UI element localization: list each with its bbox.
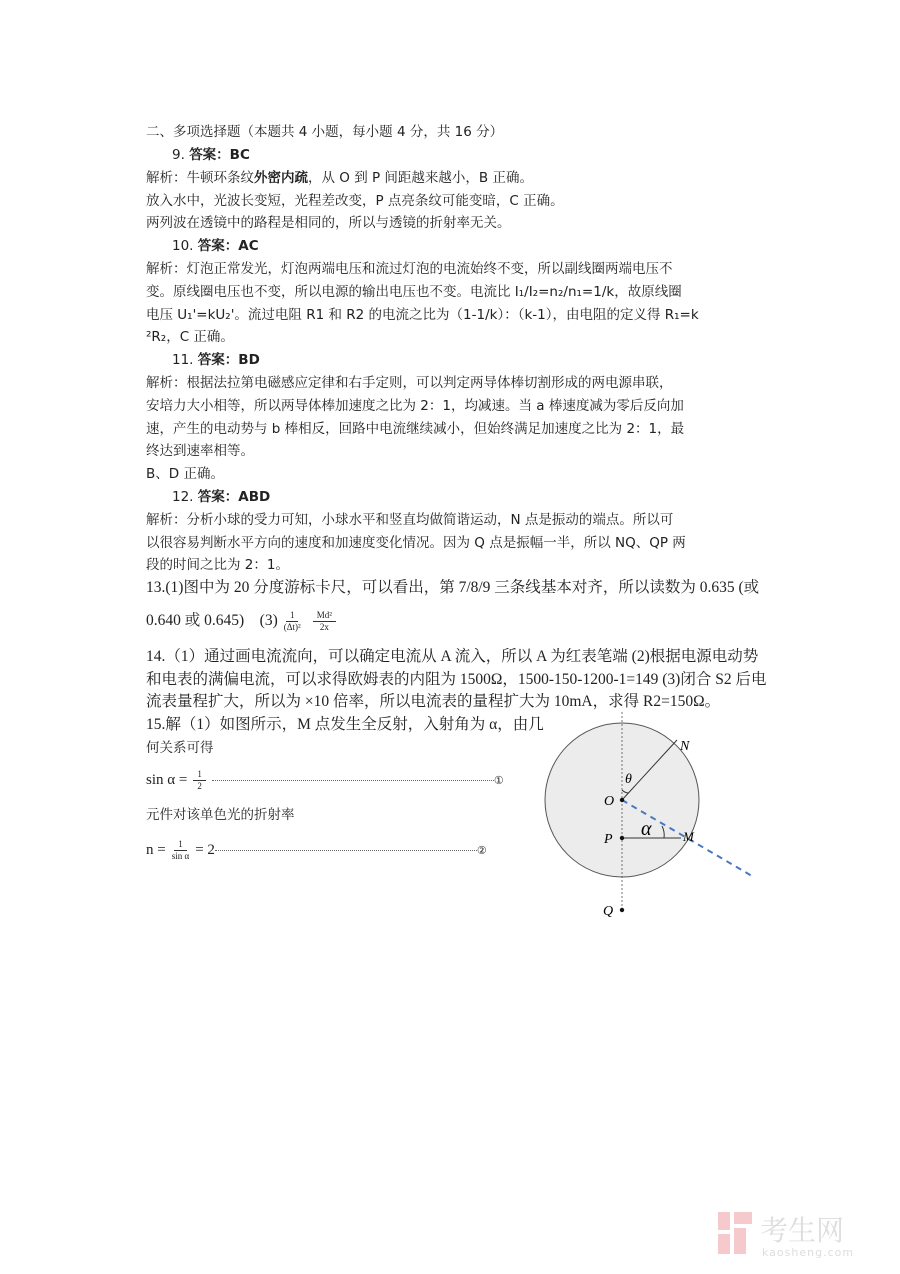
- q11-line4: 终达到速率相等。: [146, 443, 254, 459]
- q15-line1: 15.解（1）如图所示，M 点发生全反射，入射角为 α，由几: [146, 716, 544, 733]
- denominator: sin α: [171, 851, 190, 862]
- q9-answer: 答案：BC: [189, 147, 250, 163]
- q11-line5: B、D 正确。: [146, 466, 224, 482]
- numerator: Md²: [313, 610, 336, 622]
- point-O: [620, 798, 624, 802]
- eq2-lhs: n =: [146, 842, 166, 858]
- q11-number: 11.: [172, 352, 194, 368]
- q14-line3: 流表量程扩大，所以为 ×10 倍率，所以电流表的量程扩大为 10mA，求得 R2=150Ω。: [146, 693, 721, 710]
- q9-number: 9.: [172, 147, 185, 163]
- point-Q: [620, 908, 624, 912]
- q10-line3: 电压 U₁'=kU₂'。流过电阻 R1 和 R2 的电流之比为（1-1/k）：（k-1），由电阻的定义得 R₁=k: [146, 307, 699, 323]
- q15-line3: 元件对该单色光的折射率: [146, 807, 295, 823]
- eq1-mark: ①: [493, 775, 504, 787]
- q11-line3: 速，产生的电动势与 b 棒相反，回路中电流继续减小，但始终满足加速度之比为 2：1，最: [146, 421, 685, 437]
- q10-line2: 变。原线圈电压也不变，所以电源的输出电压也不变。电流比 I₁/I₂=n₂/n₁=1/k，故原线圈: [146, 284, 682, 300]
- eq2-mark: ②: [476, 845, 487, 857]
- eq1-lhs: sin α =: [146, 772, 188, 788]
- label-N: N: [680, 739, 690, 754]
- q11-answer: 答案：BD: [197, 352, 260, 368]
- q9-line3: 两列波在透镜中的路程是相同的，所以与透镜的折射率无关。: [146, 215, 511, 231]
- q11-line1: 解析：根据法拉第电磁感应定律和右手定则，可以判定两导体棒切割形成的两电源串联，: [146, 375, 673, 391]
- label-P: P: [604, 832, 613, 847]
- q14-line2: 和电表的满偏电流，可以求得欧姆表的内阻为 1500Ω，1500-150-1200-1=149 (3)闭合 S2 后电: [146, 671, 767, 688]
- q13-text: 0.640 或 0.645) (3): [146, 612, 278, 629]
- numerator: 1: [286, 610, 299, 622]
- kaosheng-logo-icon: [716, 1206, 886, 1262]
- q12-answer: 答案：ABD: [197, 489, 271, 505]
- q10-line4: ²R₂，C 正确。: [146, 329, 234, 345]
- section-title: 二、多项选择题（本题共 4 小题，每小题 4 分，共 16 分）: [146, 124, 504, 140]
- q12-line1: 解析：分析小球的受力可知，小球水平和竖直均做简谐运动，N 点是振动的端点。所以可: [146, 512, 674, 528]
- watermark-logo: [716, 1206, 886, 1262]
- denominator: (Δt)²: [283, 621, 301, 632]
- svg-text:kaosheng.com: kaosheng.com: [762, 1246, 855, 1259]
- label-Q: Q: [603, 904, 614, 919]
- q15-line2: 何关系可得: [146, 740, 214, 756]
- label-theta: θ: [625, 772, 632, 787]
- denominator: 2x: [319, 621, 329, 632]
- label-M: M: [683, 829, 694, 844]
- q9-text: ，从 O 到 P 间距越来越小，B 正确。: [308, 170, 533, 186]
- label-alpha: α: [641, 818, 652, 840]
- eq2-rhs: = 2: [195, 842, 215, 858]
- q14-line1: 14.（1）通过画电流流向，可以确定电流从 A 流入，所以 A 为红表笔端 (2)根据电源电动势: [146, 648, 759, 665]
- q10-number: 10.: [172, 238, 194, 254]
- point-P: [620, 836, 624, 840]
- q12-number: 12.: [172, 489, 194, 505]
- q12-line3: 段的时间之比为 2：1。: [146, 557, 289, 573]
- q12-line2: 以很容易判断水平方向的速度和加速度变化情况。因为 Q 点是振幅一半，所以 NQ、QP 两: [146, 535, 686, 551]
- q10-answer: 答案：AC: [197, 238, 259, 254]
- numerator: 1: [174, 839, 187, 851]
- numerator: 1: [193, 769, 206, 781]
- q10-line1: 解析：灯泡正常发光，灯泡两端电压和流过灯泡的电流始终不变，所以副线圈两端电压不: [146, 261, 673, 277]
- q13-line1: 13.(1)图中为 20 分度游标卡尺，可以看出，第 7/8/9 三条线基本对齐，所以读数为 0.635 (或: [146, 579, 760, 596]
- q9-text: 解析：牛顿环条纹: [146, 170, 254, 186]
- denominator: 2: [197, 781, 202, 792]
- q9-bold: 外密内疏: [254, 170, 308, 186]
- q9-line2: 放入水中，光波长变短，光程差改变，P 点亮条纹可能变暗，C 正确。: [146, 193, 564, 209]
- q11-line2: 安培力大小相等，所以两导体棒加速度之比为 2：1，均减速。当 a 棒速度减为零后反向加: [146, 398, 684, 414]
- svg-text:考生网: 考生网: [760, 1214, 845, 1247]
- label-O: O: [604, 794, 615, 809]
